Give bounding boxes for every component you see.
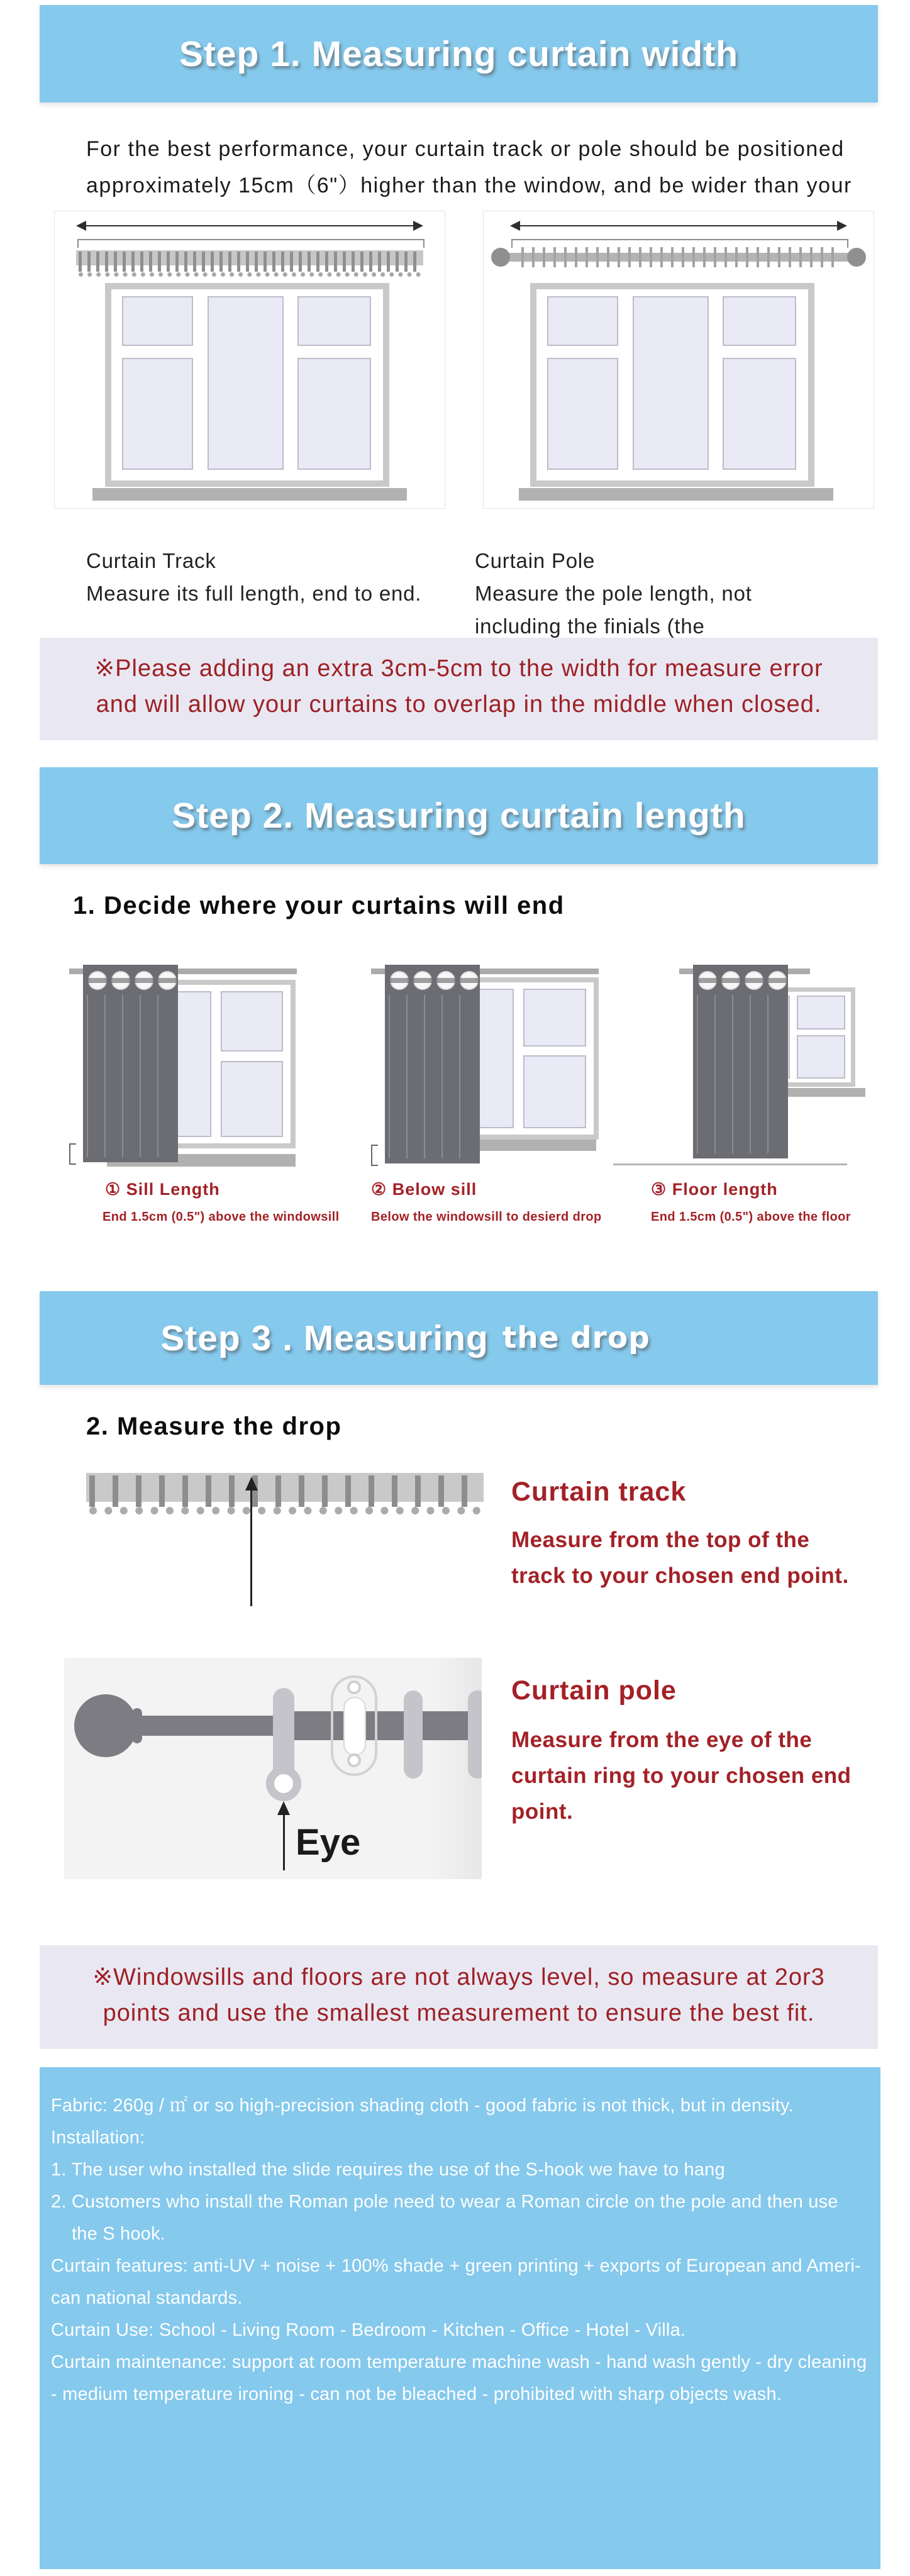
info-line: Curtain maintenance: support at room temperature machine wash - hand wash gently - dry cleaning (51, 2352, 867, 2372)
wall-bracket-slot (343, 1697, 366, 1756)
curtain-ring (468, 1690, 482, 1779)
step3-banner (40, 1291, 878, 1385)
window-pane (723, 358, 796, 470)
curtain-ring (404, 1690, 423, 1779)
window-pane (122, 296, 192, 346)
window-pane (221, 991, 283, 1052)
window-pane (797, 996, 845, 1030)
track-caption-desc: Measure its full length, end to end. (86, 582, 422, 605)
step3-banner-subtitle: the drop (502, 1321, 650, 1355)
curtain-pole-diagram (483, 211, 874, 509)
screw-icon (347, 1753, 361, 1767)
window-pane (547, 358, 618, 470)
curtain-panel (385, 965, 480, 1163)
curtain-track-hooks (89, 1475, 480, 1507)
grommet-icon (135, 971, 153, 990)
grommet-icon (158, 971, 177, 990)
grommet-icon (413, 971, 432, 990)
window-pane (208, 296, 284, 470)
pole-drop-line3: point. (511, 1799, 574, 1824)
window-pane (723, 296, 796, 346)
step3-banner-title: Step 3 . Measuring (160, 1318, 489, 1358)
pole-finial-icon (491, 248, 510, 267)
pole-caption-title: Curtain Pole (475, 549, 596, 572)
option1-desc: End 1.5cm (0.5") above the windowsill (103, 1210, 340, 1224)
end-mark-icon (371, 1145, 378, 1166)
width-arrow-icon (511, 225, 846, 226)
window-pane (633, 296, 709, 470)
curtain-track-caption (86, 545, 421, 610)
sill-length-figure (68, 963, 302, 1171)
pole-caption-line2: including the finials (the (475, 614, 705, 638)
pole-drop-title: Curtain pole (511, 1675, 677, 1706)
grommet-icon (111, 971, 130, 990)
info-line: Installation: (51, 2128, 145, 2148)
pole-drop-line1: Measure from the eye of the (511, 1728, 813, 1752)
window-pane (523, 1055, 586, 1128)
info-line: can national standards. (51, 2288, 243, 2308)
curtain-panel (83, 965, 178, 1162)
window-illustration (530, 283, 814, 487)
eye-label: Eye (296, 1822, 361, 1863)
up-arrow-icon (277, 1801, 290, 1815)
window-pane (122, 358, 192, 470)
pole-finial-icon (74, 1694, 137, 1757)
pole-drop-line2: curtain ring to your chosen end (511, 1763, 852, 1788)
grommet-icon (721, 971, 740, 990)
curtain-track-diagram (54, 211, 445, 509)
up-arrow-icon (245, 1477, 258, 1491)
info-line: 1. The user who installed the slide requires the use of the S-hook we have to hang (51, 2160, 725, 2180)
step1-intro-paragraph (86, 131, 852, 204)
curtain-track-rings (89, 1507, 480, 1514)
grommet-icon (460, 971, 479, 990)
windowsill (92, 488, 407, 501)
intro-line-1: For the best performance, your curtain track or pole should be positioned (86, 137, 845, 161)
grommet-icon (768, 971, 787, 990)
pole-drop-desc (511, 1722, 852, 1829)
window-pane (297, 296, 371, 346)
option1-label: ① Sill Length (105, 1180, 220, 1199)
grommet-icon (436, 971, 455, 990)
step1-banner-title: Step 1. Measuring curtain width (179, 33, 739, 74)
window-pane (797, 1035, 845, 1079)
curtain-pole-caption (475, 545, 752, 643)
track-drop-title: Curtain track (511, 1477, 687, 1507)
step3-heading: 2. Measure the drop (86, 1413, 342, 1440)
curtain-track-rings (79, 272, 421, 277)
track-drop-desc (511, 1522, 849, 1594)
track-caption-title: Curtain Track (86, 549, 216, 572)
drop-arrow-line (250, 1488, 252, 1606)
window-illustration (105, 283, 389, 487)
option2-desc: Below the windowsill to desierd drop (371, 1210, 602, 1224)
window-pane (221, 1061, 283, 1137)
pole-eye-diagram (64, 1658, 482, 1879)
below-sill-figure (370, 963, 604, 1171)
option2-label: ② Below sill (371, 1180, 477, 1199)
info-line: Curtain features: anti-UV + noise + 100% shade + green printing + exports of European and Ameri- (51, 2256, 861, 2276)
step2-banner (40, 767, 878, 864)
step2-heading: 1. Decide where your curtains will end (73, 892, 565, 919)
pole-bar (124, 1716, 286, 1736)
measure-bracket-icon (77, 239, 424, 248)
notice2-line2: points and use the smallest measurement to ensure the best fit. (103, 2000, 815, 2026)
grommet-icon (698, 971, 717, 990)
measure-bracket-icon (511, 239, 848, 248)
ring-eye-icon (266, 1766, 301, 1801)
pole-caption-line1: Measure the pole length, not (475, 582, 752, 605)
track-drop-line2: track to your chosen end point. (511, 1563, 849, 1588)
step2-banner-title: Step 2. Measuring curtain length (172, 796, 746, 836)
info-line: 2. Customers who install the Roman pole need to wear a Roman circle on the pole and then use (51, 2192, 838, 2212)
option3-desc: End 1.5cm (0.5") above the floor (651, 1210, 851, 1224)
notice1-line1: ※Please adding an extra 3cm-5cm to the width for measure error (94, 655, 823, 682)
info-line: - medium temperature ironing - can not be bleached - prohibited with sharp objects wash. (51, 2384, 782, 2404)
notice2-line1: ※Windowsills and floors are not always level, so measure at 2or3 (92, 1964, 825, 1990)
option3-label: ③ Floor length (651, 1180, 778, 1199)
info-line: the S hook. (51, 2224, 165, 2244)
width-arrow-icon (77, 225, 422, 226)
windowsill (519, 488, 833, 501)
curtain-track-hooks (79, 252, 421, 272)
floor-length-figure (678, 963, 885, 1171)
pole-bar (281, 1711, 482, 1740)
product-info-box (40, 2067, 880, 2569)
intro-line-2: approximately 15cm（6"）higher than the window, and be wider than your (86, 174, 852, 197)
curtain-pole-rings (521, 247, 836, 267)
window-pane (297, 358, 371, 470)
track-drop-line1: Measure from the top of the (511, 1528, 810, 1552)
grommet-icon (390, 971, 409, 990)
info-line: Curtain Use: School - Living Room - Bedroom - Kitchen - Office - Hotel - Villa. (51, 2320, 686, 2340)
floor-line (613, 1163, 847, 1165)
pole-finial-collar (132, 1708, 142, 1743)
grommet-icon (88, 971, 107, 990)
curtain-panel (693, 965, 788, 1158)
info-line: Fabric: 260g / ㎡ or so high-precision shading cloth - good fabric is not thick, but in density. (51, 2096, 794, 2116)
step1-banner (40, 5, 878, 103)
pole-finial-icon (847, 248, 866, 267)
screw-icon (347, 1680, 361, 1694)
window-pane (523, 989, 586, 1046)
window-pane (547, 296, 618, 346)
eye-arrow-line (283, 1813, 285, 1870)
end-mark-icon (69, 1143, 76, 1165)
grommet-icon (745, 971, 763, 990)
drop-notice-box (40, 1945, 878, 2049)
width-notice-box (40, 638, 878, 740)
notice1-line2: and will allow your curtains to overlap in the middle when closed. (96, 691, 822, 718)
